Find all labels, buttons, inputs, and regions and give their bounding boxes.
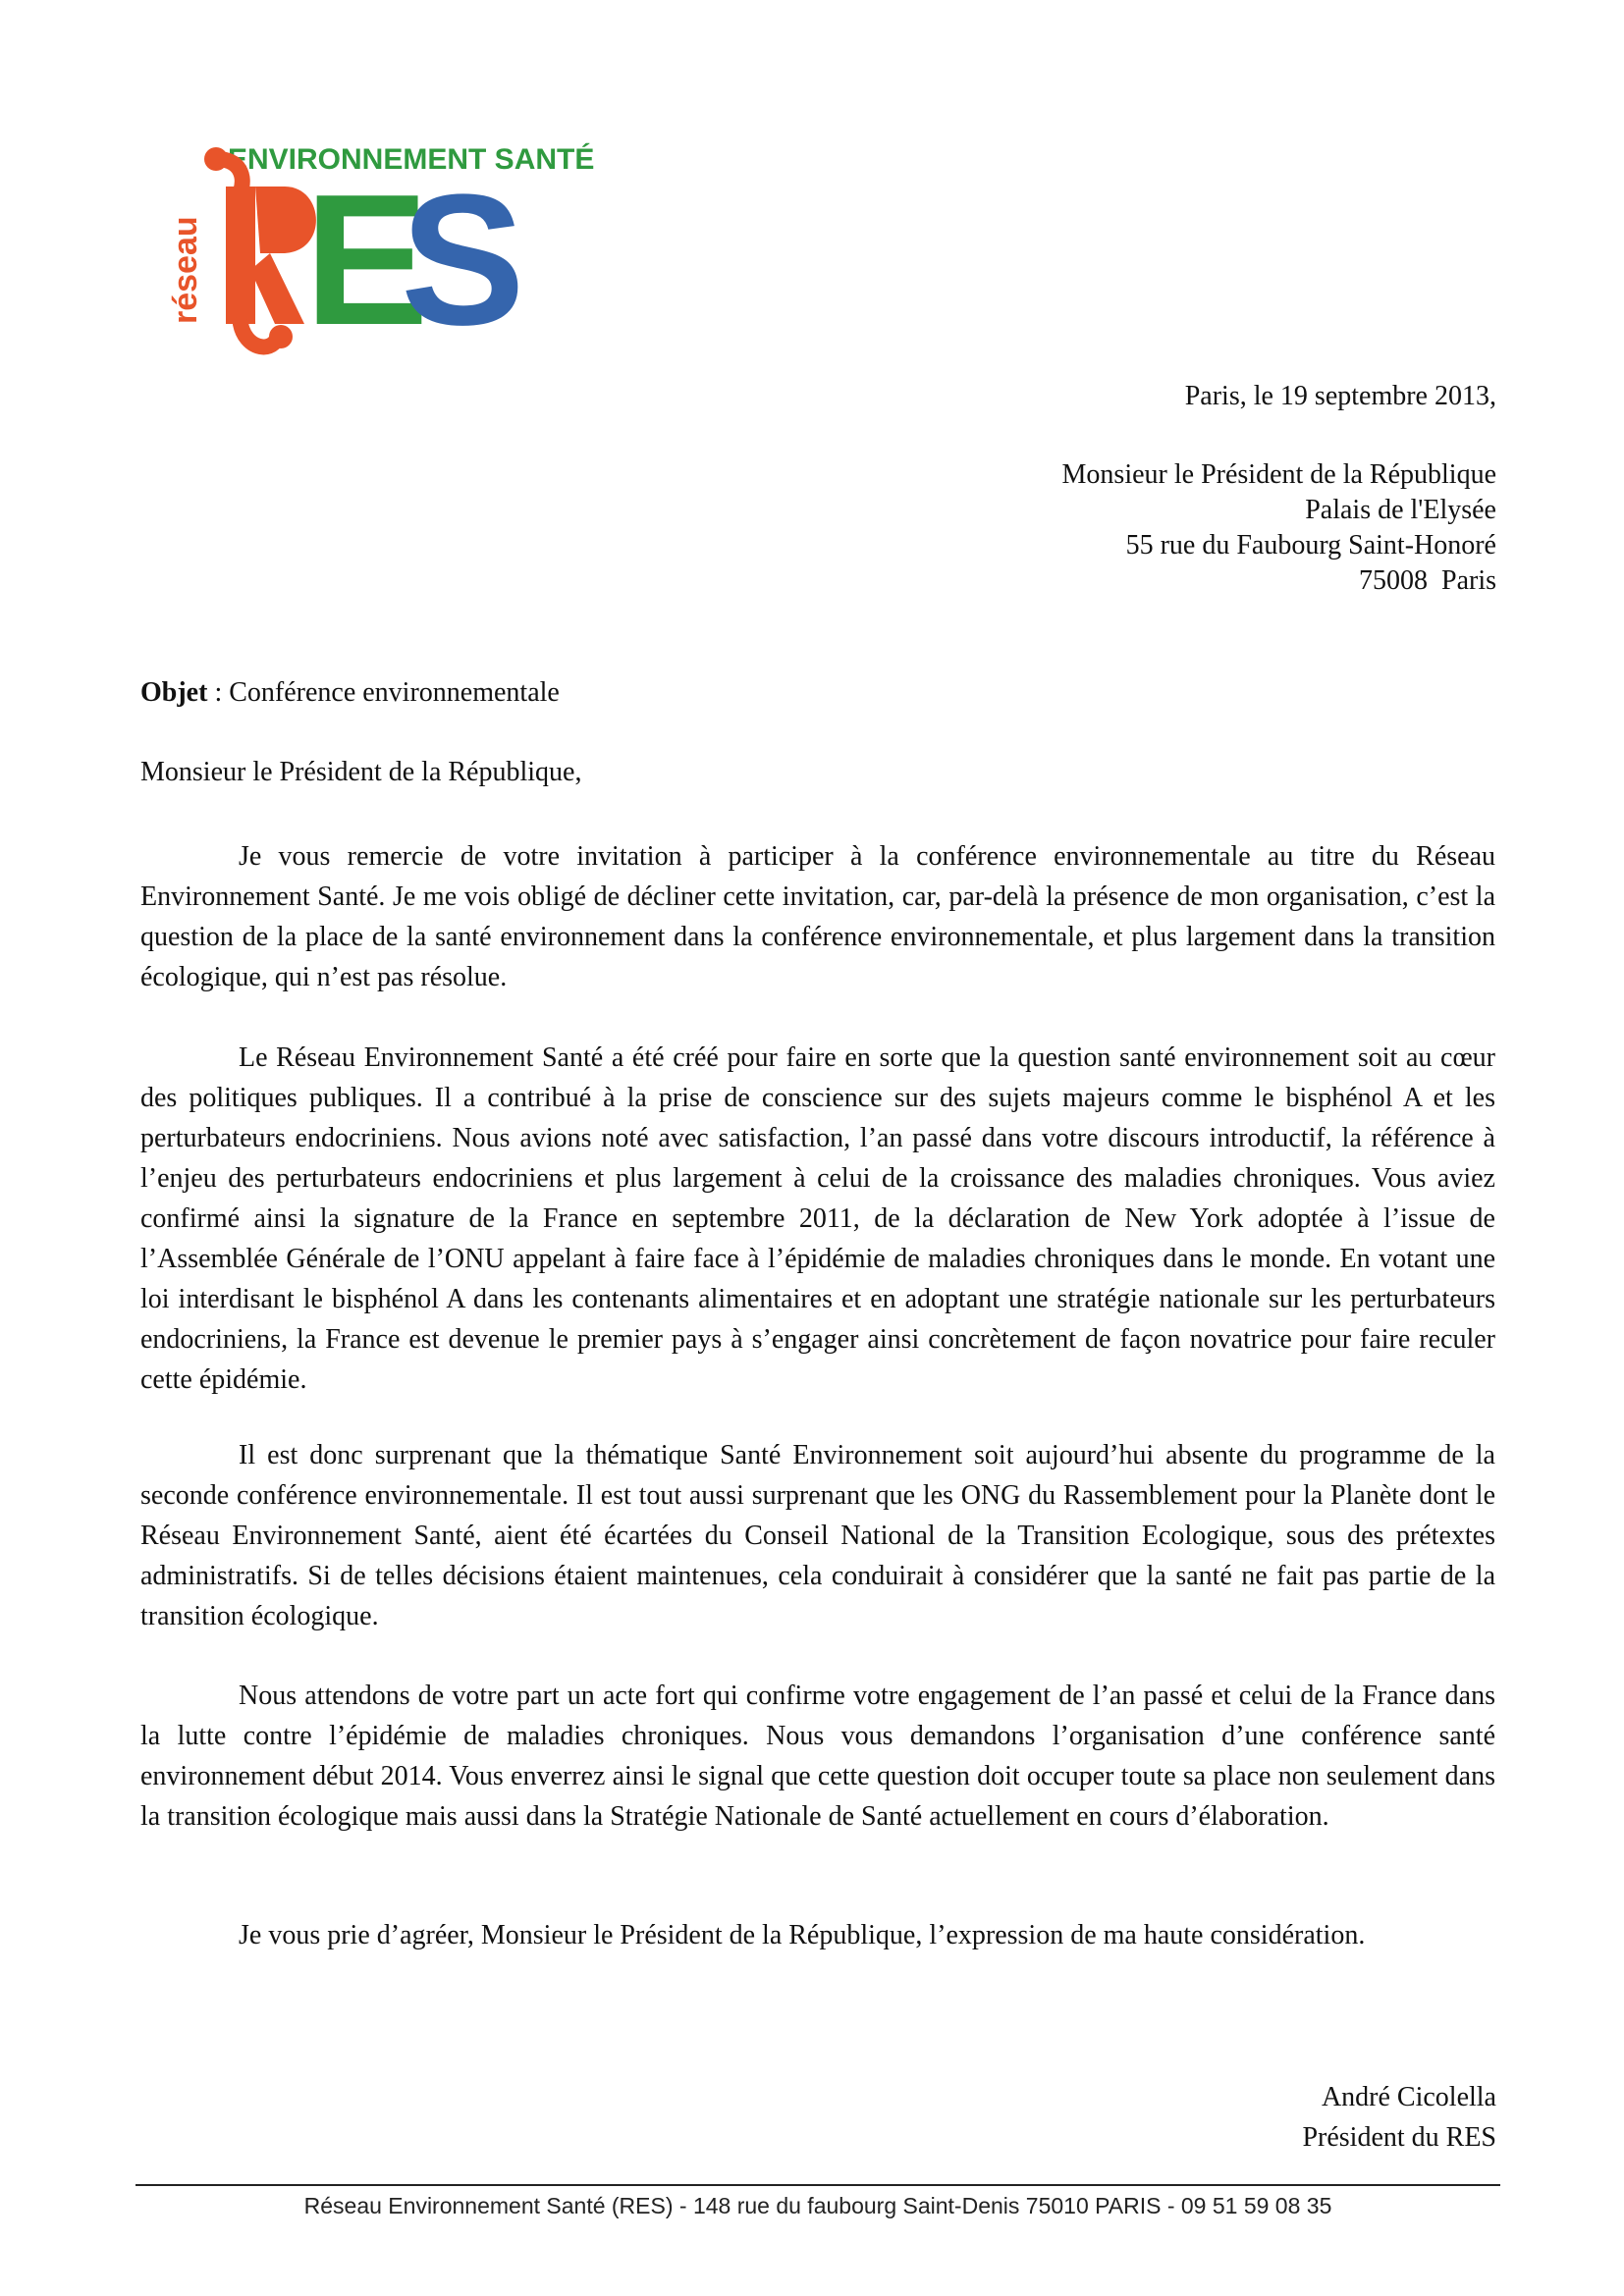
logo-top-text: ENVIRONNEMENT SANTÉ: [228, 143, 595, 176]
closing-paragraph: [140, 1915, 1495, 1955]
recipient-address: [1062, 457, 1496, 599]
body-paragraph-1: [140, 836, 1495, 997]
recipient-line: 55 rue du Faubourg Saint-Honoré: [1125, 530, 1496, 561]
letter-subject: [140, 677, 560, 709]
paragraph-text: Il est donc surprenant que la thématique Santé Environnement soit aujourd’hui absente du programme de la seconde conférence environnementale. Il est tout aussi surprenant que les ONG du Rassemblement pour la Planète dont le Réseau Environnement Santé, aient été écartées du Conseil National de la Transition Ecologique, sous des prétextes administratifs. Si de telles décisions étaient maintenues, cela conduirait à considérer que la santé ne fait pas partie de la transition écologique.: [140, 1440, 1495, 1631]
logo-letter-s: S: [401, 156, 525, 364]
body-paragraph-2: [140, 1038, 1495, 1400]
paragraph-text: Nous attendons de votre part un acte fort qui confirme votre engagement de l’an passé et celui de la France dans la lutte contre l’épidémie de maladies chroniques. Nous vous demandons l’organisation d’une conférence santé environnement début 2014. Vous enverrez ainsi le signal que cette question doit occuper toute sa place non seulement dans la transition écologique mais aussi dans la Stratégie Nationale de Santé actuellement en cours d’élaboration.: [140, 1681, 1495, 1832]
recipient-line: 75008 Paris: [1359, 565, 1496, 596]
body-paragraph-3: [140, 1435, 1495, 1636]
logo-letter-e: E: [304, 156, 429, 364]
paragraph-text: Je vous remercie de votre invitation à participer à la conférence environnementale au titre du Réseau Environnement Santé. Je me vois obligé de décliner cette invitation, car, par-delà la présence de mon organisation, c’est la question de la place de la santé environnement dans la conférence environnementale, et plus largement dans la transition écologique, qui n’est pas résolue.: [140, 841, 1495, 992]
logo-side-text: réseau: [167, 216, 204, 324]
footer-address: Réseau Environnement Santé (RES) - 148 rue du faubourg Saint-Denis 75010 PARIS - 09 51 59 08 35: [303, 2193, 1332, 2218]
salutation: Monsieur le Président de la République,: [140, 757, 582, 787]
recipient-line: Palais de l'Elysée: [1305, 495, 1496, 525]
signatory-title: Président du RES: [1302, 2122, 1496, 2153]
recipient-line: Monsieur le Président de la République: [1061, 459, 1496, 490]
letter-date: Paris, le 19 septembre 2013,: [1184, 381, 1496, 411]
signatory-name: André Cicolella: [1321, 2082, 1496, 2112]
res-logo: [167, 137, 595, 364]
subject-text: : Conférence environnementale: [207, 677, 560, 708]
signature-block: [1302, 2077, 1496, 2158]
paragraph-text: Je vous prie d’agréer, Monsieur le Président de la République, l’expression de ma haute considération.: [239, 1920, 1366, 1950]
body-paragraph-4: [140, 1676, 1495, 1837]
footer-divider: [135, 2184, 1500, 2186]
paragraph-text: Le Réseau Environnement Santé a été créé pour faire en sorte que la question santé environnement soit au cœur des politiques publiques. Il a contribué à la prise de conscience sur des sujets majeurs comme le bisphénol A et les perturbateurs endocriniens. Nous avions noté avec satisfaction, l’an passé dans votre discours introductif, la référence à l’enjeu des perturbateurs endocriniens et plus largement à celui de la croissance des maladies chroniques. Vous aviez confirmé ainsi la signature de la France en septembre 2011, de la déclaration de New York adoptée à l’issue de l’Assemblée Générale de l’ONU appelant à faire face à l’épidémie de maladies chroniques dans le monde. En votant une loi interdisant le bisphénol A dans les contenants alimentaires et en adoptant une stratégie nationale sur les perturbateurs endocriniens, la France est devenue le premier pays à s’engager ainsi concrètement de façon novatrice pour faire reculer cette épidémie.: [140, 1042, 1495, 1395]
subject-label: Objet: [140, 677, 208, 708]
res-logo-graphic: [167, 137, 595, 364]
logo-r-shape: [204, 147, 316, 348]
